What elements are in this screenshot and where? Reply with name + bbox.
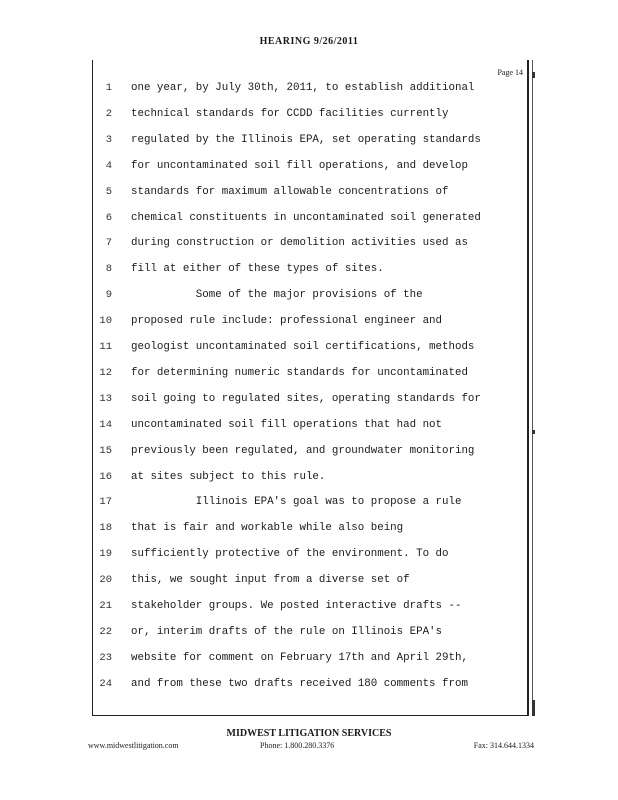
transcript-line: [0, 521, 618, 547]
transcript-line: [0, 314, 618, 340]
scan-mark: [532, 72, 535, 78]
transcript-line: [0, 236, 618, 262]
line-number: 11: [99, 341, 112, 353]
line-text: Illinois EPA's goal was to propose a rule: [131, 496, 462, 509]
line-number: 14: [99, 418, 112, 431]
transcript-line: [0, 366, 618, 392]
document-header: HEARING 9/26/2011: [259, 36, 359, 47]
footer-website: www.midwestlitigation.com: [88, 741, 179, 750]
line-text: uncontaminated soil fill operations that had not: [131, 418, 443, 431]
line-text: proposed rule include: professional engineer and: [131, 315, 443, 328]
line-text: geologist uncontaminated soil certifications, methods: [131, 341, 475, 353]
line-number: 6: [105, 211, 112, 224]
transcript-line: [0, 573, 618, 599]
line-number: 22: [99, 625, 112, 638]
transcript-line: [0, 262, 618, 288]
line-text: sufficiently protective of the environment. To do: [131, 548, 449, 561]
line-text: one year, by July 30th, 2011, to establish additional: [131, 82, 475, 94]
line-number: 23: [99, 651, 112, 664]
line-text: fill at either of these types of sites.: [131, 263, 384, 276]
line-text: for uncontaminated soil fill operations, and develop: [131, 159, 468, 172]
line-text: regulated by the Illinois EPA, set operating standards: [131, 133, 481, 146]
line-text: technical standards for CCDD facilities currently: [131, 107, 449, 120]
line-text: or, interim drafts of the rule on Illinois EPA's: [131, 625, 443, 638]
line-number: 5: [105, 185, 112, 198]
line-text: chemical constituents in uncontaminated soil generated: [131, 211, 481, 224]
line-number: 12: [99, 366, 112, 379]
transcript-line: [0, 340, 618, 366]
transcript-line: [0, 159, 618, 185]
footer-fax: Fax: 314.644.1334: [473, 741, 534, 750]
line-number: 10: [99, 315, 112, 328]
line-text: standards for maximum allowable concentrations of: [131, 185, 449, 198]
line-text: during construction or demolition activities used as: [131, 237, 468, 250]
transcript-line: [0, 392, 618, 418]
transcript-line: [0, 547, 618, 573]
line-text: and from these two drafts received 180 comments from: [131, 677, 468, 690]
transcript-line: [0, 651, 618, 677]
line-number: 4: [105, 159, 112, 172]
footer-phone: Phone: 1.800.280.3376: [260, 741, 335, 750]
line-number: 3: [105, 133, 112, 146]
line-number: 17: [99, 496, 112, 509]
line-text: soil going to regulated sites, operating standards for: [131, 392, 481, 405]
line-text: for determining numeric standards for uncontaminated: [131, 366, 468, 379]
transcript-line: [0, 133, 618, 159]
line-text: website for comment on February 17th and April 29th,: [131, 651, 468, 664]
transcript-line: [0, 81, 618, 107]
transcript-line: [0, 599, 618, 625]
line-text: this, we sought input from a diverse set of: [131, 574, 410, 587]
line-number: 21: [99, 600, 112, 612]
line-number: 1: [105, 82, 112, 94]
transcript-line: [0, 625, 618, 651]
transcript-line: [0, 470, 618, 496]
line-text: stakeholder groups. We posted interactive drafts --: [131, 600, 462, 612]
line-number: 24: [99, 677, 112, 690]
line-number: 20: [99, 574, 112, 587]
line-text: at sites subject to this rule.: [131, 470, 326, 483]
line-text: that is fair and workable while also being: [131, 522, 404, 535]
line-number: 15: [99, 444, 112, 457]
transcript-line: [0, 211, 618, 237]
transcript-line: [0, 444, 618, 470]
footer-contact-row: [88, 741, 534, 753]
transcript-line: [0, 418, 618, 444]
line-number: 7: [105, 237, 112, 250]
line-text: previously been regulated, and groundwater monitoring: [131, 444, 475, 457]
page-number: Page 14: [497, 68, 523, 77]
line-number: 8: [105, 263, 112, 276]
line-number: 19: [99, 548, 112, 561]
line-text: Some of the major provisions of the: [131, 289, 423, 302]
transcript-line: [0, 107, 618, 133]
transcript-line: [0, 288, 618, 314]
line-number: 16: [99, 470, 112, 483]
transcript-line: [0, 677, 618, 703]
line-number: 13: [99, 392, 112, 405]
line-number: 18: [99, 522, 112, 535]
footer-company: MIDWEST LITIGATION SERVICES: [226, 728, 392, 739]
line-number: 2: [105, 107, 112, 120]
transcript-line: [0, 185, 618, 211]
scan-mark: [532, 430, 535, 434]
transcript-line: [0, 495, 618, 521]
scan-mark: [532, 700, 535, 716]
line-number: 9: [105, 289, 112, 302]
